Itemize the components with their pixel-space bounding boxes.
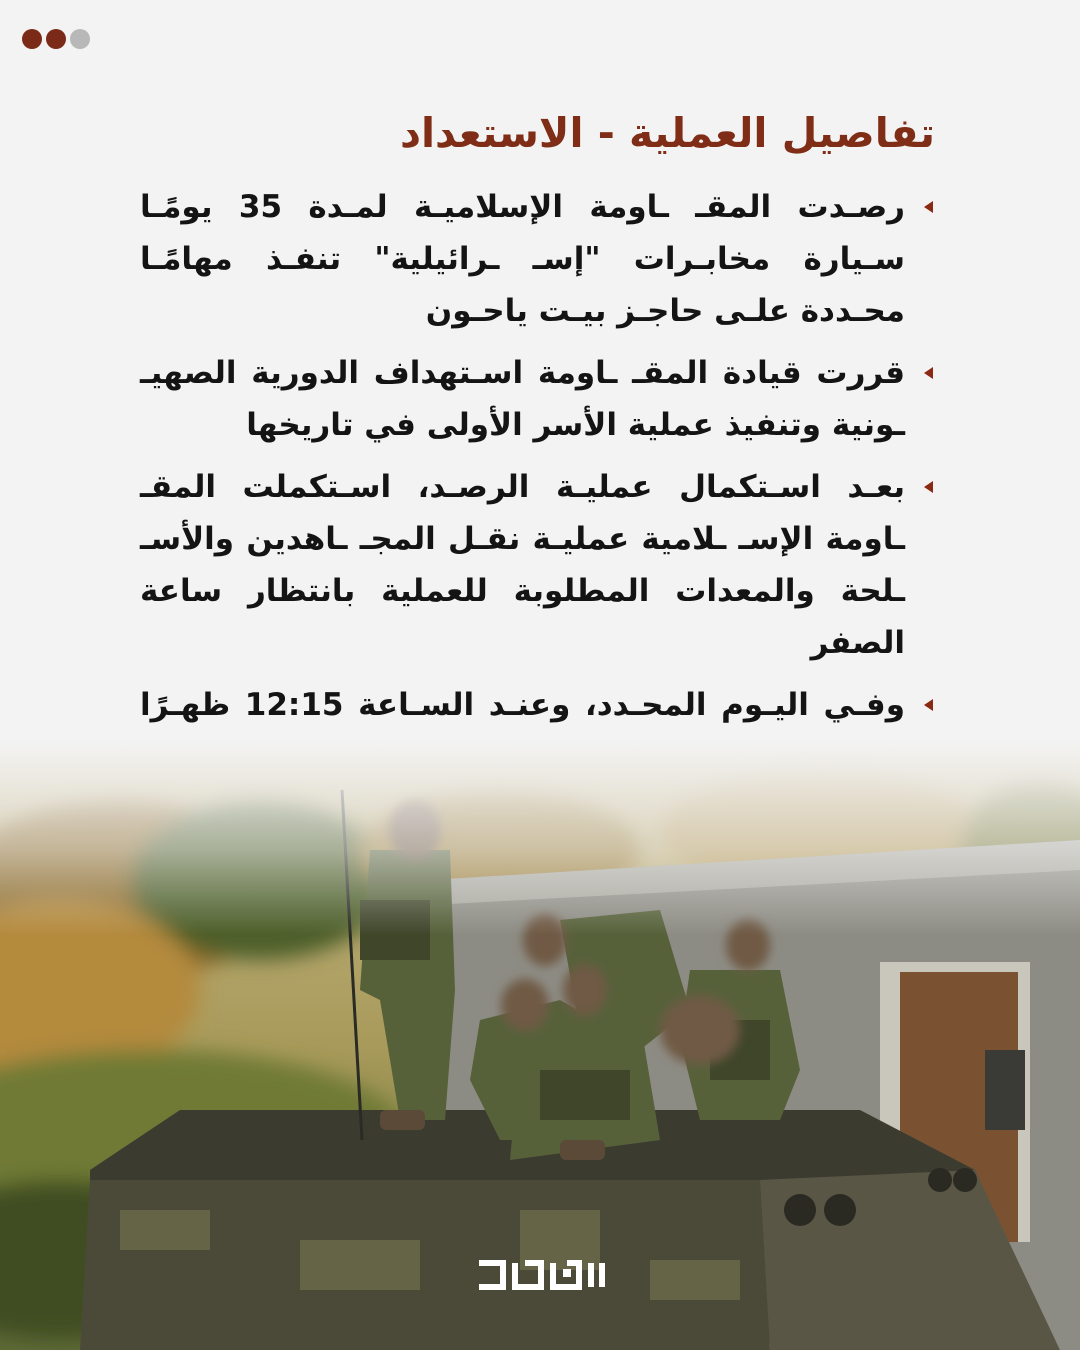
list-item (140, 181, 935, 337)
page-title: تفاصيل العملية - الاستعداد (399, 109, 935, 157)
al-ahed-logo-icon (475, 1257, 607, 1293)
list-item-text: رصـدت المقـ ـاومة الإسلاميـة لمـدة 35 يومًـا سـيارة مخابـرات "إسـ ـرائيلية" تنفـذ مهامًـا محـددة علـى حاجـز بيـت ياحـون (140, 189, 905, 330)
page-dot-3 (70, 29, 90, 49)
list-item-text: وفـي اليـوم المحـدد، وعنـد السـاعة 12:15 ظهـرًا (140, 687, 905, 724)
bullet-arrow-icon (924, 201, 933, 213)
page-dot-2 (46, 29, 66, 49)
list-item-text: بعـد اسـتكمال عمليـة الرصـد، اسـتكملت المقـ ـاومة الإسـ ـلامية عمليـة نقـل المجـ ـاهدين والأسـ ـلحة والمعدات المطلوبة للعملية بانتظار ساعة الصفر (140, 469, 905, 662)
list-item (140, 347, 935, 451)
list-item-text: قررت قيادة المقـ ـاومة اسـتهداف الدورية الصهيـ ـونية وتنفيذ عملية الأسر الأولى في تاريخها (140, 355, 905, 444)
page-indicator (22, 29, 90, 49)
bullet-arrow-icon (924, 367, 933, 379)
list-item (140, 461, 935, 669)
bullet-arrow-icon (924, 699, 933, 711)
page-dot-1 (22, 29, 42, 49)
bullet-arrow-icon (924, 481, 933, 493)
